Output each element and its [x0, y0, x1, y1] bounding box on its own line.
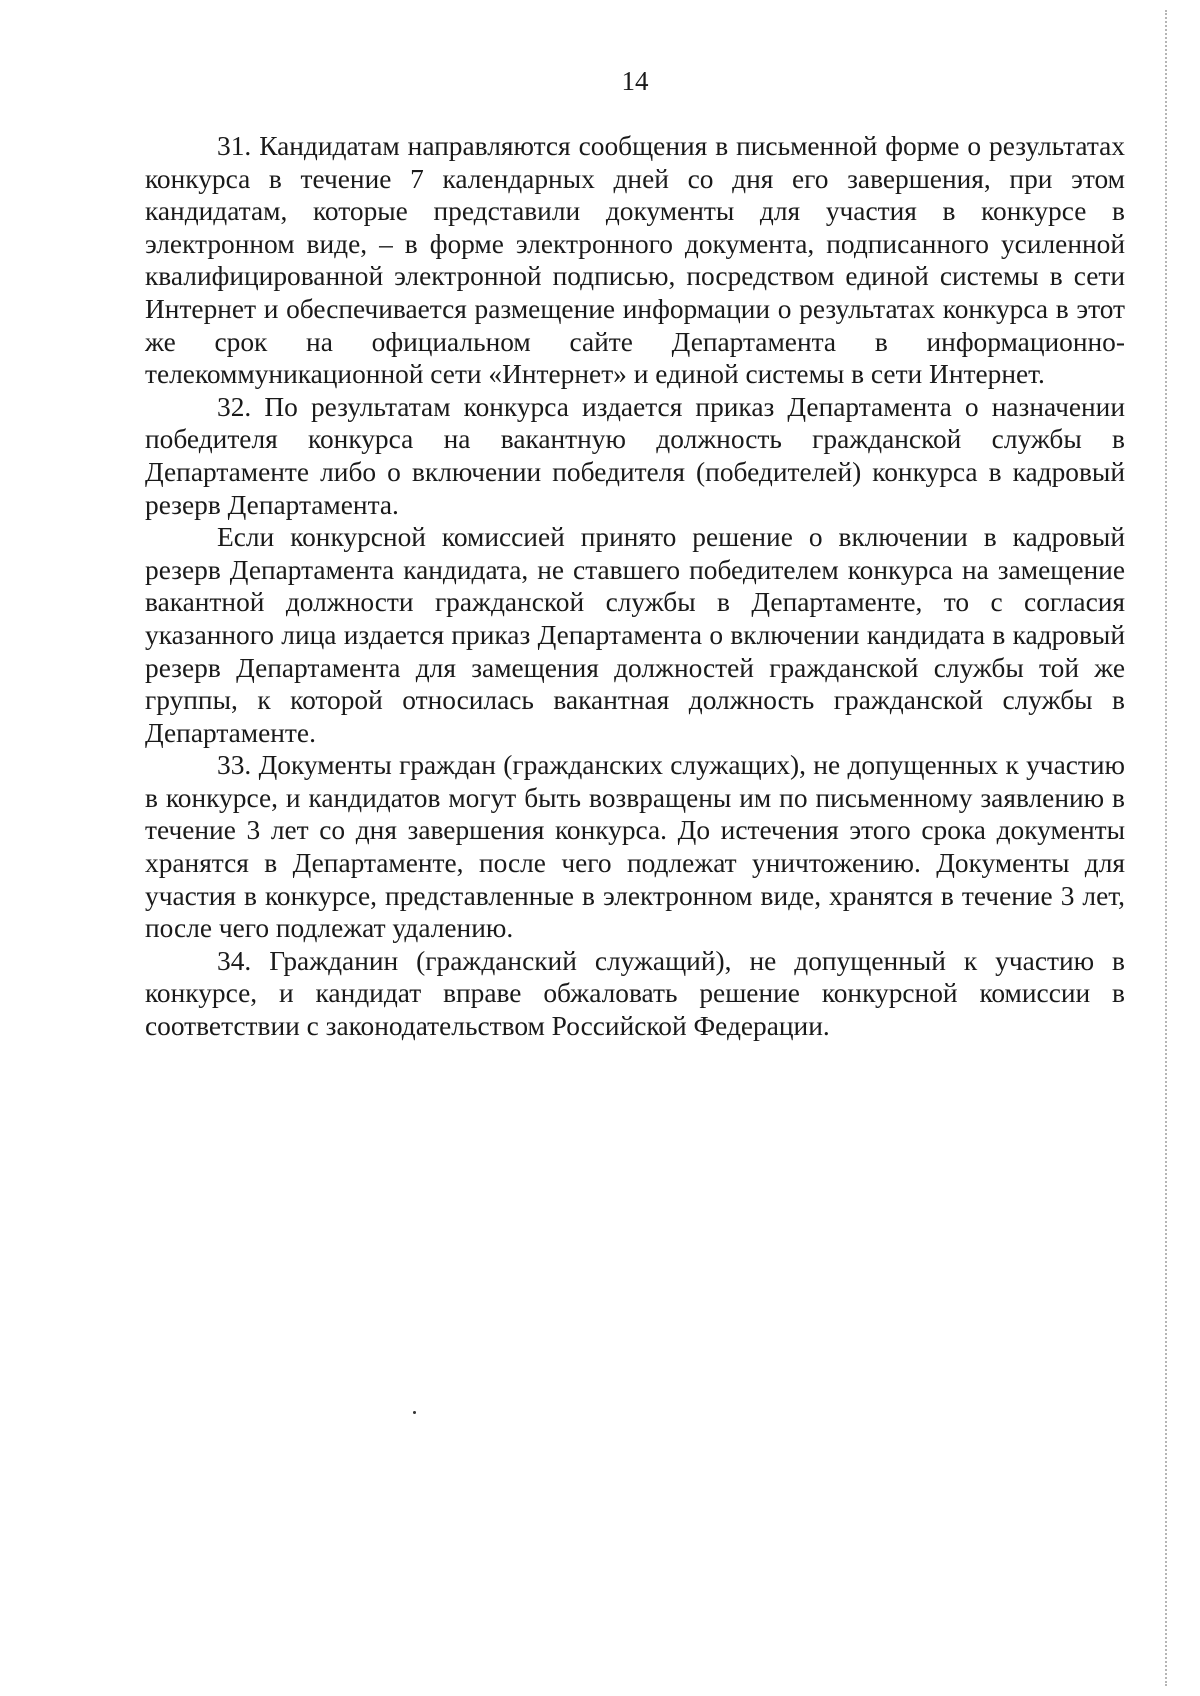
paragraph-32-continuation: Если конкурсной комиссией принято решение о включении в кадровый резерв Департамента кандидата, не ставшего победителем конкурса на замещение вакантной должности гражданской службы в Департаменте, то с согласия указанного лица издается приказ Департамента о включении кандидата в кадровый резерв Департамента для замещения должностей гражданской службы той же группы, к которой относилась вакантная должность гражданской службы в Департаменте.: [145, 522, 1125, 748]
scan-speck: [413, 1411, 416, 1414]
paragraph-34: 34. Гражданин (гражданский служащий), не допущенный к участию в конкурсе, и кандидат вправе обжаловать решение конкурсной комиссии в соответствии с законодательством Российской Федерации.: [145, 945, 1125, 1042]
paragraph-31: 31. Кандидатам направляются сообщения в письменной форме о результатах конкурса в течение 7 календарных дней со дня его завершения, при этом кандидатам, которые представили документы для участия в конкурсе в электронном виде, – в форме электронного документа, подписанного усиленной квалифицированной электронной подписью, посредством единой системы в сети Интернет и обеспечивается размещение информации о результатах конкурса в этот же срок на официальном сайте Департамента в информационно-телекоммуникационной сети «Интернет» и единой системы в сети Интернет.: [145, 131, 1125, 390]
paragraph-32: 32. По результатам конкурса издается приказ Департамента о назначении победителя конкурса на вакантную должность гражданской службы в Департаменте либо о включении победителя (победителей) конкурса в кадровый резерв Департамента.: [145, 391, 1125, 520]
paragraph-33: 33. Документы граждан (гражданских служащих), не допущенных к участию в конкурсе, и кандидатов могут быть возвращены им по письменному заявлению в течение 3 лет со дня завершения конкурса. До истечения этого срока документы хранятся в Департаменте, после чего подлежат уничтожению. Документы для участия в конкурсе, представленные в электронном виде, хранятся в течение 3 лет, после чего подлежат удалению.: [145, 750, 1125, 944]
scan-edge-line: [1165, 10, 1167, 1686]
page-number: 14: [621, 66, 649, 96]
document-body: [145, 130, 1125, 1043]
